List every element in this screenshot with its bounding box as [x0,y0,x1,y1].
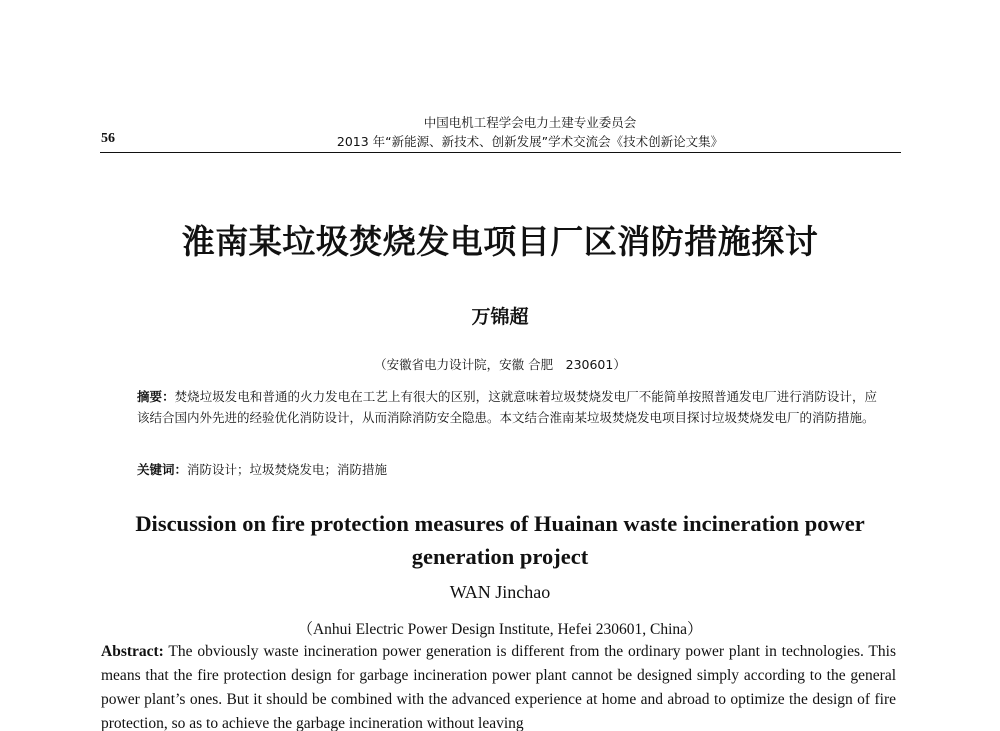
chinese-affiliation: （安徽省电力设计院，安徽 合肥 230601） [374,357,626,372]
english-abstract-label: Abstract: [101,643,164,660]
chinese-keywords-label: 关键词： [137,462,188,477]
english-affiliation: （Anhui Electric Power Design Institute, Hefei 230601, China） [297,621,703,638]
running-header-line-1: 中国电机工程学会电力土建专业委员会 [423,115,637,130]
chinese-keywords-text: 消防设计；垃圾焚烧发电；消防措施 [187,462,388,477]
running-header-line-2: 2013 年“新能源、新技术、创新发展”学术交流会《技术创新论文集》 [336,134,724,149]
english-title: Discussion on fire protection measures of Huainan waste incineration power generation project [135,511,865,569]
chinese-abstract-label: 摘要： [137,389,175,404]
running-header [150,113,910,151]
english-author: WAN Jinchao [449,582,551,602]
header-rule [100,152,901,153]
chinese-title: 淮南某垃圾焚烧发电项目厂区消防措施探讨 [181,222,819,261]
chinese-keywords [137,460,877,478]
page-number: 56 [101,131,115,146]
english-abstract [101,640,896,731]
chinese-author: 万锦超 [471,306,529,328]
chinese-abstract-text: 焚烧垃圾发电和普通的火力发电在工艺上有很大的区别，这就意味着垃圾焚烧发电厂不能简单按照普通发电厂进行消防设计，应该结合国内外先进的经验优化消防设计，从而消除消防安全隐患。本文结合淮南某垃圾焚烧发电项目探讨垃圾焚烧发电厂的消防措施。 [137,389,877,425]
english-abstract-text: The obviously waste incineration power generation is different from the ordinary power plant in technologies. This means that the fire protection design for garbage incineration power plant cannot be designed simply according to the general power plant’s ones. But it should be combined with the advanced experience at home and abroad to optimize the design of fire protection, so as to achieve the garbage incineration without leaving [101,643,896,731]
chinese-abstract [137,386,877,428]
